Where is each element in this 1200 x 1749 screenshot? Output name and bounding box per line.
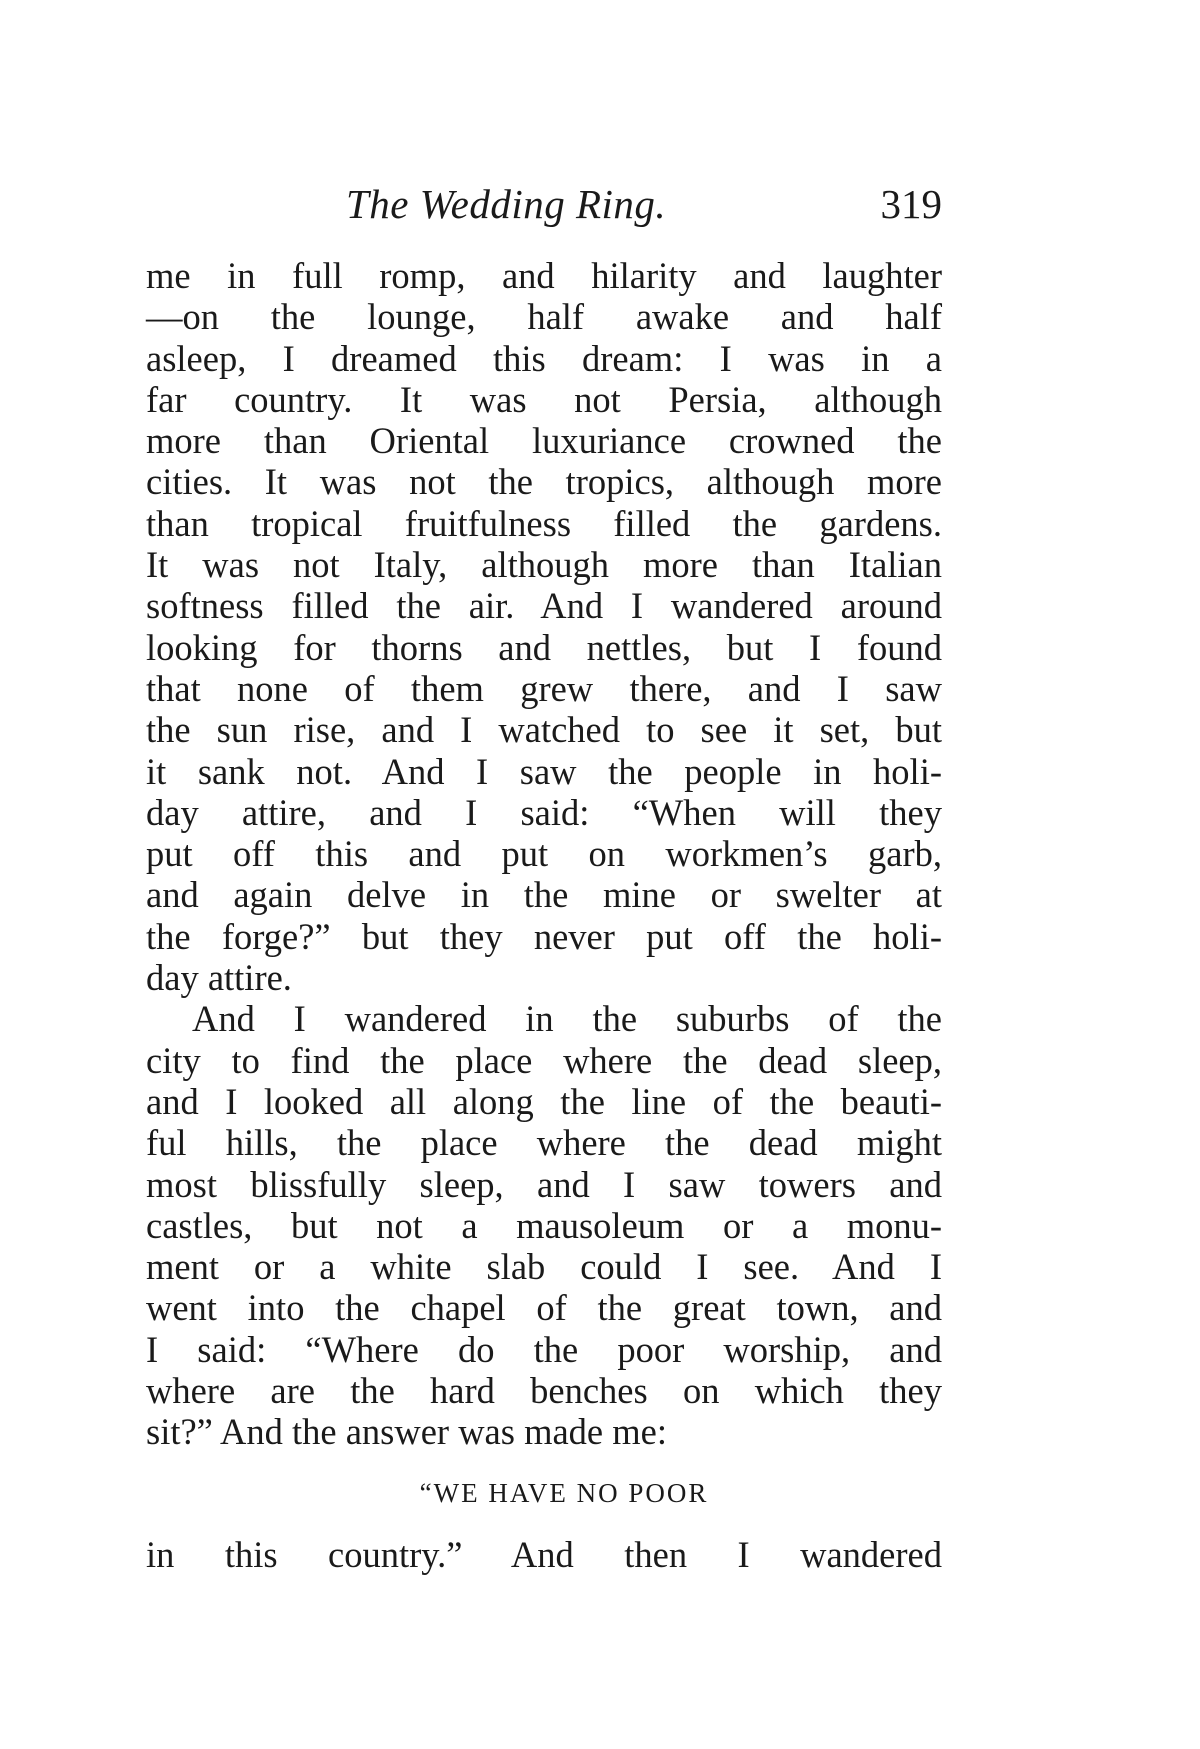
spacer [146, 1514, 942, 1534]
text-line: cities. It was not the tropics, although more [146, 461, 942, 503]
text-line: looking for thorns and nettles, but I found [146, 626, 942, 668]
text-line: ment or a white slab could I see. And I [146, 1246, 942, 1288]
text-line: the forge?” but they never put off the holi- [146, 915, 942, 957]
text-line: And I wandered in the suburbs of the [192, 998, 942, 1040]
text-line: that none of them grew there, and I saw [146, 667, 942, 709]
text-line: city to find the place where the dead sleep, [146, 1039, 942, 1081]
page-number: 319 [880, 181, 942, 227]
text-line: and again delve in the mine or swelter at [146, 874, 942, 916]
spacer [146, 1453, 942, 1473]
text-line: the sun rise, and I watched to see it set, but [146, 709, 942, 751]
quoted-heading: “WE HAVE NO POOR [419, 1477, 709, 1508]
text-line: —on the lounge, half awake and half [146, 296, 942, 338]
text-line: put off this and put on workmen’s garb, [146, 833, 942, 875]
text-line: ful hills, the place where the dead might [146, 1122, 942, 1164]
text-line: than tropical fruitfulness filled the gardens. [146, 502, 942, 544]
text-line: me in full romp, and hilarity and laughter [146, 255, 942, 296]
text-line: far country. It was not Persia, although [146, 378, 942, 420]
text-line: I said: “Where do the poor worship, and [146, 1328, 942, 1370]
text-line: sit?” And the answer was made me: [146, 1411, 667, 1453]
text-line: softness filled the air. And I wandered around [146, 585, 942, 627]
body-text [146, 255, 942, 1575]
text-line: castles, but not a mausoleum or a monu- [146, 1204, 942, 1246]
text-line: more than Oriental luxuriance crowned the [146, 420, 942, 462]
text-line: day attire. [146, 957, 292, 999]
text-line: and I looked all along the line of the beauti- [146, 1080, 942, 1122]
running-title: The Wedding Ring. [346, 181, 667, 227]
paragraph-1 [146, 255, 942, 998]
text-line: it sank not. And I saw the people in holi- [146, 750, 942, 792]
text-line: where are the hard benches on which they [146, 1370, 942, 1412]
text-line: day attire, and I said: “When will they [146, 791, 942, 833]
text-line: It was not Italy, although more than Italian [146, 544, 942, 586]
text-line: asleep, I dreamed this dream: I was in a [146, 337, 942, 379]
text-line: in this country.” And then I wandered [146, 1533, 942, 1575]
text-line: most blissfully sleep, and I saw towers and [146, 1163, 942, 1205]
paragraph-2 [146, 998, 942, 1452]
running-head [146, 180, 942, 236]
text-line: went into the chapel of the great town, and [146, 1287, 942, 1329]
